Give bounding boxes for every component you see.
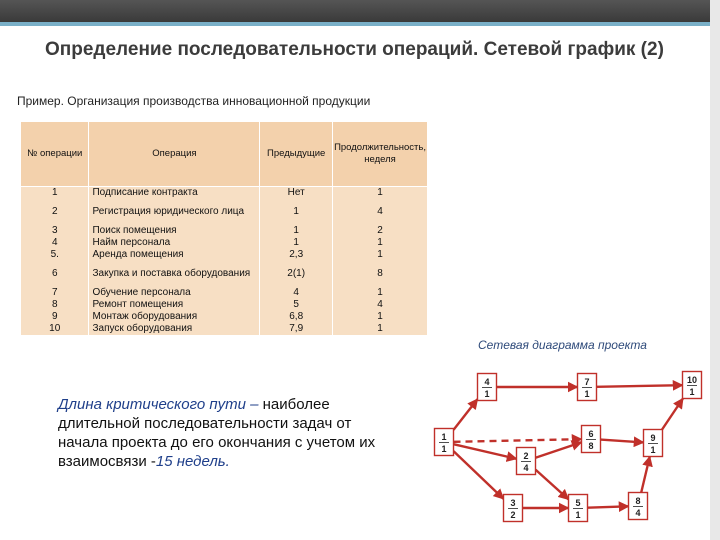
node-5	[569, 495, 588, 522]
cell-predecessors: 2,3	[260, 249, 333, 261]
edge-8-9	[641, 457, 650, 493]
node-id-label: 1	[441, 432, 447, 442]
cell-number: 2	[21, 199, 89, 225]
cell-operation: Поиск помещения	[89, 225, 260, 237]
node-8	[629, 493, 648, 520]
edge-1-6	[454, 439, 582, 442]
edge-1-2	[454, 444, 517, 459]
cell-predecessors: 1	[260, 237, 333, 249]
cell-predecessors: Нет	[260, 187, 333, 200]
node-3	[504, 495, 523, 522]
cell-number: 4	[21, 237, 89, 249]
slide-subtitle: Пример. Организация производства инновационной продукции	[17, 94, 371, 108]
cell-number: 10	[21, 323, 89, 335]
node-9	[644, 430, 663, 457]
edge-6-9	[601, 440, 644, 443]
node-6	[582, 426, 601, 453]
edge-7-10	[597, 385, 683, 387]
node-duration-label: 4	[635, 508, 641, 518]
cell-operation: Регистрация юридического лица	[89, 199, 260, 225]
cell-number: 8	[21, 299, 89, 311]
cell-operation: Монтаж оборудования	[89, 311, 260, 323]
header-operation: Операция	[89, 122, 260, 187]
slide-title: Определение последовательности операций. Сетевой график (2)	[45, 39, 664, 60]
cell-number: 9	[21, 311, 89, 323]
node-id-label: 8	[635, 496, 641, 506]
edge-5-8	[588, 506, 629, 507]
node-duration-label: 1	[441, 444, 447, 454]
critical-path-term: Длина критического пути	[58, 396, 246, 413]
cell-operation: Закупка и поставка оборудования	[89, 261, 260, 287]
edge-2-6	[536, 442, 582, 458]
cell-operation: Запуск оборудования	[89, 323, 260, 335]
edge-1-3	[454, 451, 504, 499]
cell-operation: Найм персонала	[89, 237, 260, 249]
node-id-label: 2	[523, 451, 529, 461]
node-duration-label: 1	[650, 445, 656, 455]
cell-predecessors: 1	[260, 199, 333, 225]
cell-predecessors: 6,8	[260, 311, 333, 323]
cell-operation: Аренда помещения	[89, 249, 260, 261]
cell-duration: 1	[333, 187, 428, 200]
diagram-label: Сетевая диаграмма проекта	[478, 338, 647, 352]
header-number: № операции	[21, 122, 89, 187]
cell-number: 1	[21, 187, 89, 200]
header-duration: Продолжительность, неделя	[333, 122, 428, 187]
cell-operation: Подписание контракта	[89, 187, 260, 200]
node-id-label: 3	[510, 498, 516, 508]
node-duration-label: 2	[510, 510, 516, 520]
node-4	[478, 374, 497, 401]
cell-predecessors: 2(1)	[260, 261, 333, 287]
node-id-label: 5	[575, 498, 581, 508]
node-duration-label: 1	[484, 389, 490, 399]
node-7	[578, 374, 597, 401]
node-1	[435, 429, 454, 456]
cell-duration: 1	[333, 249, 428, 261]
cell-number: 5.	[21, 249, 89, 261]
cell-duration: 4	[333, 299, 428, 311]
node-id-label: 7	[584, 377, 590, 387]
critical-path-value: 15 недель.	[155, 453, 230, 470]
header-predecessors: Предыдущие	[260, 122, 333, 187]
node-10	[683, 372, 702, 399]
cell-duration: 1	[333, 323, 428, 335]
cell-predecessors: 1	[260, 225, 333, 237]
cell-duration: 1	[333, 311, 428, 323]
edge-2-5	[536, 470, 569, 500]
cell-duration: 1	[333, 237, 428, 249]
node-duration-label: 8	[588, 441, 594, 451]
cell-duration: 4	[333, 199, 428, 225]
cell-predecessors: 4	[260, 287, 333, 299]
cell-number: 6	[21, 261, 89, 287]
cell-duration: 2	[333, 225, 428, 237]
node-duration-label: 1	[689, 387, 695, 397]
node-duration-label: 1	[584, 389, 590, 399]
critical-path-dash: –	[245, 396, 263, 413]
node-2	[517, 448, 536, 475]
node-id-label: 9	[650, 433, 656, 443]
cell-number: 7	[21, 287, 89, 299]
node-id-label: 10	[686, 375, 698, 385]
node-duration-label: 4	[523, 463, 529, 473]
edge-9-10	[662, 399, 683, 430]
edge-1-4	[454, 399, 478, 430]
node-id-label: 4	[484, 377, 490, 387]
cell-predecessors: 7,9	[260, 323, 333, 335]
cell-operation: Обучение персонала	[89, 287, 260, 299]
cell-duration: 8	[333, 261, 428, 287]
cell-predecessors: 5	[260, 299, 333, 311]
critical-path-definition: наиболее длительной последовательности задач от начала проекта до его окончания с учетом их взаимосвязи -	[58, 396, 376, 470]
node-duration-label: 1	[575, 510, 581, 520]
cell-duration: 1	[333, 287, 428, 299]
node-id-label: 6	[588, 429, 594, 439]
cell-number: 3	[21, 225, 89, 237]
cell-operation: Ремонт помещения	[89, 299, 260, 311]
